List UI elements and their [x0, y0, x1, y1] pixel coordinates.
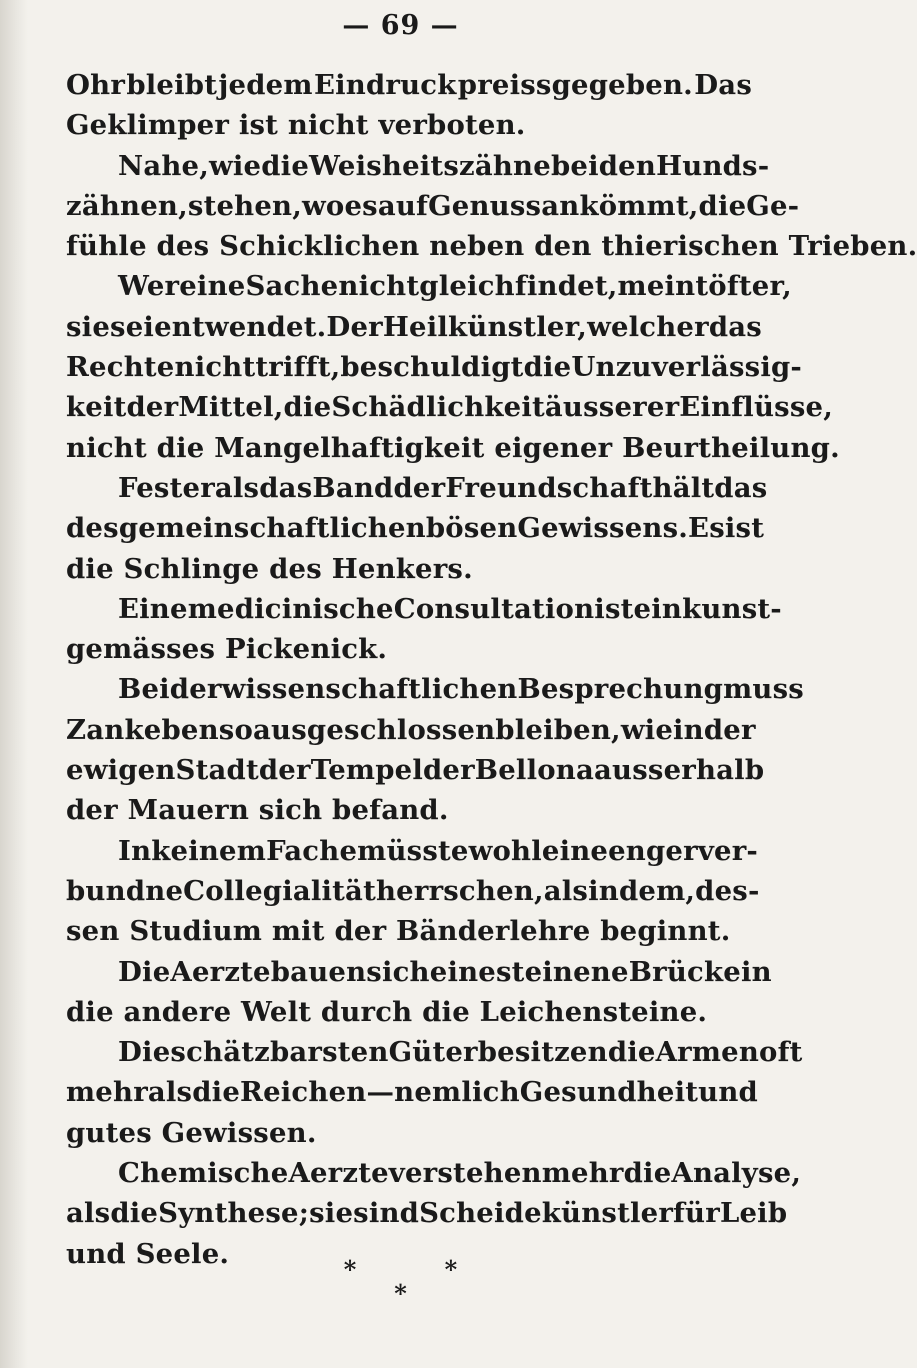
text-line: mehr als die Reichen — nemlich Gesundheit und	[66, 1076, 758, 1109]
text-line: der Mauern sich befand.	[66, 794, 449, 827]
text-line: Die schätzbarsten Güter besitzen die Armen oft	[118, 1036, 803, 1069]
text-line: Rechte nicht trifft, beschuldigt die Unzuverlässig-	[66, 351, 803, 384]
text-line: Chemische Aerzte verstehen mehr die Analyse,	[118, 1157, 802, 1190]
separator-star: *	[394, 1279, 407, 1308]
separator-star: *	[343, 1255, 357, 1284]
text-line: Nahe, wie die Weisheitszähne bei den Hunds-	[118, 149, 770, 182]
text-line: nicht die Mangelhaftigkeit eigener Beurtheilung.	[66, 431, 840, 464]
text-line: des gemeinschaftlichen bösen Gewissens. Es ist	[66, 512, 765, 545]
binding-gutter	[0, 0, 28, 1368]
text-line: die andere Welt durch die Leichensteine.	[66, 995, 708, 1028]
text-line: Wer eine Sache nicht gleich findet, meint öfter,	[118, 270, 792, 303]
text-line: zähnen, stehen, wo es auf Genuss ankömmt, die Ge-	[66, 189, 800, 222]
text-line: sen Studium mit der Bänderlehre beginnt.	[66, 915, 731, 948]
text-line: und Seele.	[66, 1237, 230, 1270]
text-line: die Schlinge des Henkers.	[66, 552, 473, 585]
text-line: Die Aerzte bauen sich eine steinene Brücke in	[118, 955, 772, 988]
text-line: Zank ebenso ausgeschlossen bleiben, wie in der	[66, 713, 756, 746]
text-line: sie sei entwendet. Der Heilkünstler, welcher das	[66, 310, 762, 343]
separator-star: *	[444, 1255, 458, 1284]
text-line: Bei der wissenschaftlichen Besprechung muss	[118, 673, 804, 706]
text-line: bundne Collegialität herrschen, als in dem, des-	[66, 874, 760, 907]
separator-stars-bottom	[0, 1279, 801, 1308]
text-line: fühle des Schicklichen neben den thierischen Trieben.	[66, 230, 917, 263]
text-line: gutes Gewissen.	[66, 1116, 317, 1149]
text-line: Eine medicinische Consultation ist ein kunst-	[118, 592, 782, 625]
text-line: keit der Mittel, die Schädlichkeit äusserer Einflüsse,	[66, 391, 833, 424]
text-body	[66, 65, 917, 1274]
text-line: Geklimper ist nicht verboten.	[66, 109, 526, 142]
page-number: — 69 —	[342, 10, 459, 41]
text-line: In keinem Fache müsste wohl eine enger ver-	[118, 834, 759, 867]
text-line: gemässes Pickenick.	[66, 633, 388, 666]
text-line: Fester als das Band der Freundschaft hält das	[118, 471, 768, 504]
text-line: als die Synthese; sie sind Scheidekünstler für Leib	[66, 1197, 788, 1230]
text-line: ewigen Stadt der Tempel der Bellona ausserhalb	[66, 754, 765, 787]
text-line: Ohr bleibt jedem Eindruck preissgegeben. Das	[66, 69, 752, 101]
